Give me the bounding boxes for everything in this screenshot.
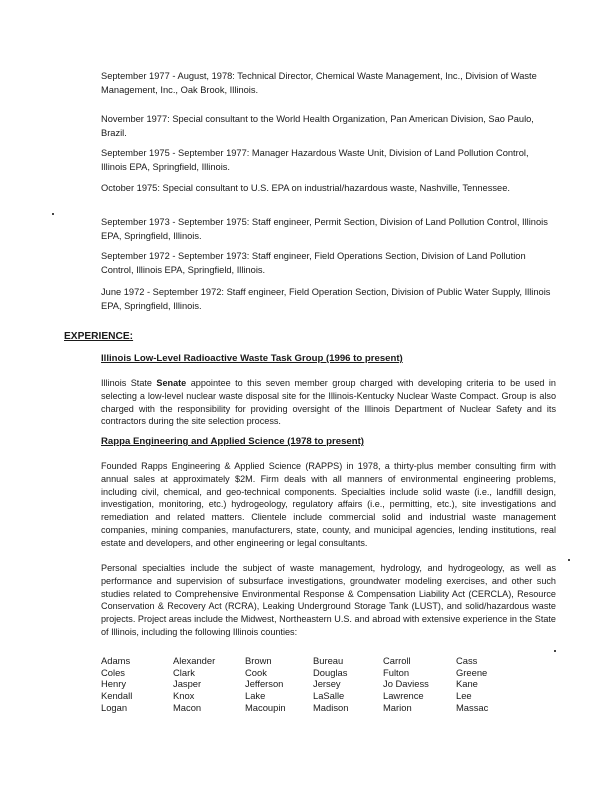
- task-group-text-end: appointee to this seven member group charged with developing criteria to be used in selecting a low-level nuclear waste disposal site for the Illinois-Kentucky Nuclear Waste Compact. Group is also charged with the responsibility for providing oversight of the Illinois Department of Nuclear Safety and its contractors during the site selection process.: [101, 378, 556, 427]
- county: Carroll: [383, 655, 411, 666]
- county: Logan: [101, 701, 128, 713]
- county: Marion: [383, 701, 412, 713]
- county: Cook: [245, 666, 267, 678]
- scan-speck: [554, 650, 556, 652]
- county: Jefferson: [245, 678, 284, 690]
- county: Henry: [101, 678, 127, 690]
- county: Coles: [101, 666, 125, 678]
- scan-speck: [52, 213, 54, 215]
- county: Madison: [313, 701, 349, 713]
- task-group-text-senate: Senate: [156, 378, 187, 388]
- employment-entry-7: June 1972 - September 1972: Staff engineer, Field Operation Section, Division of Public Water Supply, Illinois EPA, Springfield, Illinois.: [101, 287, 551, 311]
- employment-entry-6: September 1972 - September 1973: Staff engineer, Field Operations Section, Division of Land Pollution Control, Illinois EPA, Springfield, Illinois.: [101, 251, 526, 275]
- county: Lee: [456, 690, 472, 702]
- county: Fulton: [383, 666, 410, 678]
- county: Macoupin: [245, 701, 286, 713]
- county: Jasper: [173, 678, 202, 690]
- county: Lake: [245, 690, 266, 702]
- county: Massac: [456, 701, 489, 713]
- experience-heading: EXPERIENCE:: [64, 331, 134, 342]
- county: Clark: [173, 666, 195, 678]
- employment-entry-2: November 1977: Special consultant to the World Health Organization, Pan American Division, Sao Paulo, Brazil.: [101, 114, 534, 138]
- scan-speck: [568, 559, 570, 561]
- rapps-title: Rappa Engineering and Applied Science (1978 to present): [101, 436, 364, 447]
- county: Greene: [456, 666, 488, 678]
- employment-entry-4: October 1975: Special consultant to U.S. EPA on industrial/hazardous waste, Nashville, Tennessee.: [101, 183, 510, 193]
- employment-entry-1: September 1977 - August, 1978: Technical Director, Chemical Waste Management, Inc., Division of Waste Management, Inc., Oak Brook, Illinois.: [101, 71, 537, 95]
- county: Jersey: [313, 678, 341, 690]
- county: Kane: [456, 678, 478, 690]
- county: Jo Daviess: [383, 678, 429, 690]
- employment-entry-5: September 1973 - September 1975: Staff engineer, Permit Section, Division of Land Pollution Control, Illinois EPA, Springfield, Illinois.: [101, 217, 548, 241]
- rapps-paragraph-1: Founded Rapps Engineering & Applied Science (RAPPS) in 1978, a thirty-plus member consulting firm with annual sales at approximately $2M. Firm deals with all manners of environmental engineering problems, including civil, chemical, and geo-technical components. Specialties include solid waste (i.e., landfill design, investigation, monitoring, etc.) hydrogeology, regulatory affairs (i.e., permitting, etc.), site investigations and remediation and related matters. Clientele include commercial solid and industrial waste management companies, mining companies, manufacturers, state, county, and municipal agencies, lending institutions, real estate and developers, and other engineering or legal consultants.: [101, 461, 556, 548]
- county: Bureau: [313, 655, 344, 666]
- county: Cass: [456, 655, 478, 666]
- county: Knox: [173, 690, 195, 702]
- county: Kendall: [101, 690, 133, 702]
- task-group-text-start: Illinois State: [101, 378, 157, 388]
- task-group-paragraph: [101, 377, 556, 428]
- counties-list: [101, 655, 516, 714]
- county: LaSalle: [313, 690, 345, 702]
- task-group-title: Illinois Low-Level Radioactive Waste Task Group (1996 to present): [101, 353, 403, 364]
- county: Alexander: [173, 655, 216, 666]
- county: Macon: [173, 701, 202, 713]
- county: Lawrence: [383, 690, 424, 702]
- county: Douglas: [313, 666, 348, 678]
- county: Brown: [245, 655, 272, 666]
- employment-entry-3: September 1975 - September 1977: Manager Hazardous Waste Unit, Division of Land Pollution Control, Illinois EPA, Springfield, Illinois.: [101, 148, 529, 172]
- county: Adams: [101, 655, 131, 666]
- rapps-paragraph-2: Personal specialties include the subject of waste management, hydrology, and hydrogeology, as well as performance and supervision of subsurface investigations, groundwater modeling exercises, and other such studies related to Comprehensive Environmental Response & Compensation Liability Act (CERCLA), Resource Conservation & Recovery Act (RCRA), Leaking Underground Storage Tank (LUST), and solid/hazardous waste projects. Project areas include the Midwest, Northeastern U.S. and abroad with extensive experience in the State of Illinois, including the following Illinois counties:: [101, 563, 556, 637]
